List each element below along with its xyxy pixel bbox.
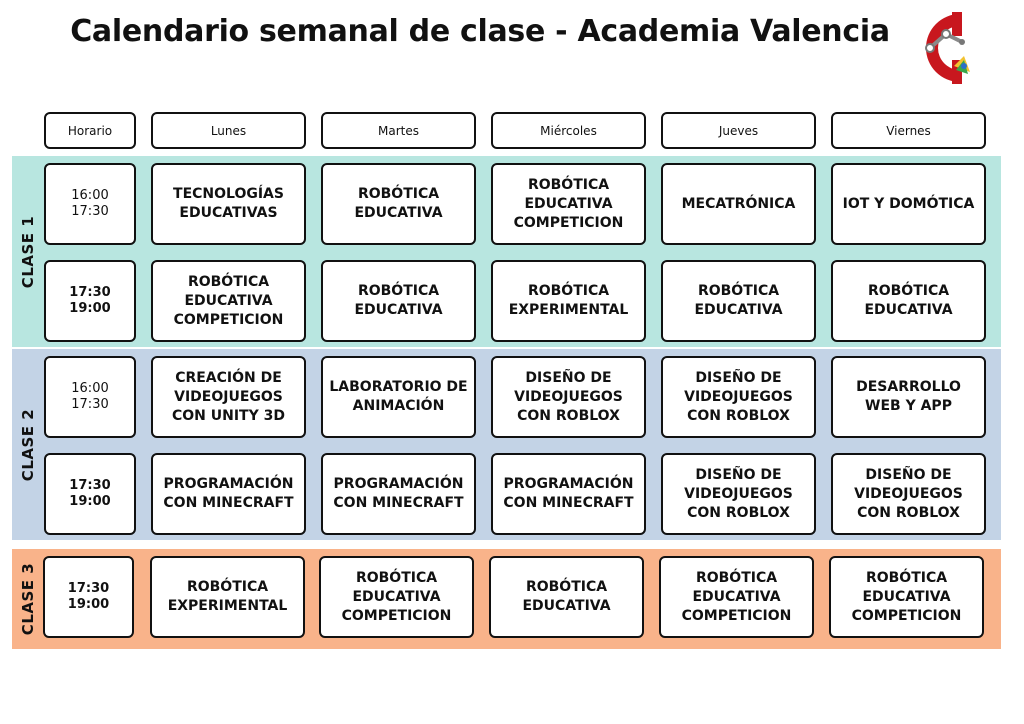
- band-label: CLASE 1: [19, 215, 38, 288]
- class-cell: DISEÑO DE VIDEOJUEGOS CON ROBLOX: [831, 453, 986, 535]
- header-day-jueves: Jueves: [661, 112, 816, 149]
- academy-logo-icon: [912, 8, 974, 88]
- class-cell: ROBÓTICA EDUCATIVA COMPETICION: [829, 556, 984, 638]
- time-end: 19:00: [69, 494, 111, 509]
- class-cell: TECNOLOGÍAS EDUCATIVAS: [151, 163, 306, 245]
- time-end: 19:00: [67, 597, 110, 612]
- class-cell: ROBÓTICA EDUCATIVA COMPETICION: [659, 556, 814, 638]
- page-title: Calendario semanal de clase - Academia Valencia: [70, 14, 890, 49]
- class-cell: ROBÓTICA EDUCATIVA: [321, 163, 476, 245]
- header-day-lunes: Lunes: [151, 112, 306, 149]
- band-label: CLASE 3: [19, 562, 38, 636]
- time-slot: [44, 356, 136, 438]
- class-cell: ROBÓTICA EDUCATIVA COMPETICION: [319, 556, 474, 638]
- time-end: 19:00: [69, 301, 111, 316]
- class-cell: ROBÓTICA EDUCATIVA: [321, 260, 476, 342]
- time-end: 17:30: [71, 397, 109, 412]
- time-start: 17:30: [67, 581, 110, 596]
- time-start: 16:00: [71, 188, 109, 203]
- class-cell: MECATRÓNICA: [661, 163, 816, 245]
- time-slot: [44, 260, 136, 342]
- class-cell: ROBÓTICA EDUCATIVA: [831, 260, 986, 342]
- class-cell: DESARROLLO WEB Y APP: [831, 356, 986, 438]
- time-start: 17:30: [69, 285, 111, 300]
- class-cell: ROBÓTICA EXPERIMENTAL: [491, 260, 646, 342]
- header-day-miercoles: Miércoles: [491, 112, 646, 149]
- class-cell: ROBÓTICA EDUCATIVA COMPETICION: [151, 260, 306, 342]
- time-slot: [44, 163, 136, 245]
- class-cell: DISEÑO DE VIDEOJUEGOS CON ROBLOX: [491, 356, 646, 438]
- header-day-martes: Martes: [321, 112, 476, 149]
- class-cell: ROBÓTICA EDUCATIVA: [661, 260, 816, 342]
- class-cell: PROGRAMACIÓN CON MINECRAFT: [321, 453, 476, 535]
- class-cell: DISEÑO DE VIDEOJUEGOS CON ROBLOX: [661, 453, 816, 535]
- class-cell: ROBÓTICA EXPERIMENTAL: [150, 556, 305, 638]
- class-cell: DISEÑO DE VIDEOJUEGOS CON ROBLOX: [661, 356, 816, 438]
- class-cell: PROGRAMACIÓN CON MINECRAFT: [151, 453, 306, 535]
- class-cell: PROGRAMACIÓN CON MINECRAFT: [491, 453, 646, 535]
- time-slot: [44, 453, 136, 535]
- class-cell: ROBÓTICA EDUCATIVA: [489, 556, 644, 638]
- band-label: CLASE 2: [19, 408, 38, 481]
- time-start: 17:30: [69, 478, 111, 493]
- header-day-viernes: Viernes: [831, 112, 986, 149]
- class-cell: LABORATORIO DE ANIMACIÓN: [321, 356, 476, 438]
- time-slot: [43, 556, 134, 638]
- class-cell: IOT Y DOMÓTICA: [831, 163, 986, 245]
- header-horario: Horario: [44, 112, 136, 149]
- class-cell: ROBÓTICA EDUCATIVA COMPETICION: [491, 163, 646, 245]
- time-end: 17:30: [71, 204, 109, 219]
- time-start: 16:00: [71, 381, 109, 396]
- class-cell: CREACIÓN DE VIDEOJUEGOS CON UNITY 3D: [151, 356, 306, 438]
